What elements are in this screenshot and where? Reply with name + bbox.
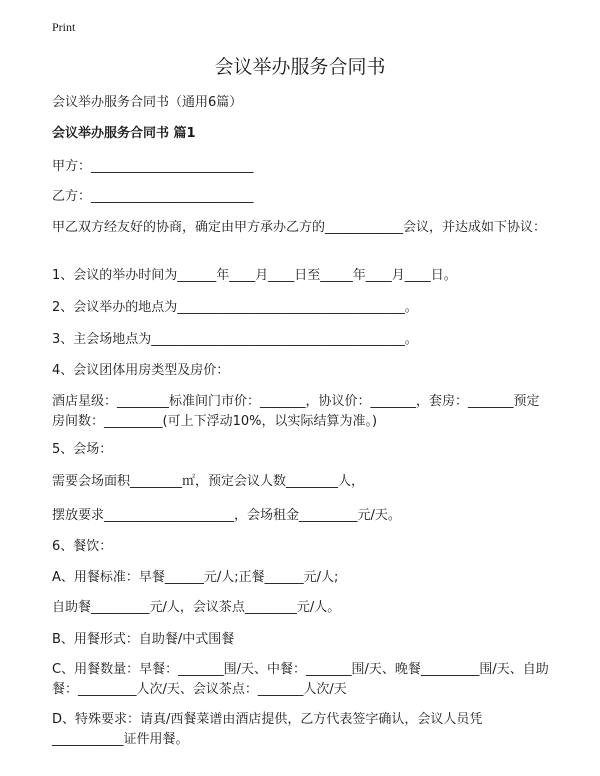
party-a-line: 甲方：_________________________ [52,159,254,174]
hotel-details: 酒店星级：________标准间门市价：_______，协议价：_______，套房：_______预定房间数：_________(可上下浮动10%，以实际结算为准。) [52,394,540,429]
document-subtitle: 会议举办服务合同书（通用6篇） [52,95,243,110]
clause-5: 5、会场： [52,442,113,457]
section-heading: 会议举办服务合同书 篇1 [52,126,196,141]
clause-3: 3、主会场地点为_______________________________________。 [52,332,418,347]
print-link[interactable]: Print [52,20,76,34]
venue-area-line: 需要会场面积________㎡，预定会议人数________人， [52,474,365,489]
buffet-line: 自助餐_________元/人，会议茶点________元/人。 [52,600,341,615]
meal-count-paragraph: C、用餐数量：早餐：_______围/天、中餐：_______围/天、晚餐_________围/天、自助餐：_________人次/天、会议茶点：_______人次/天 [52,662,549,697]
intro-paragraph: 甲乙双方经友好的协商，确定由甲方承办乙方的____________会议，并达成如下协议： [52,220,547,235]
clause-1: 1、会议的举办时间为______年____月____日至_____年____月____日。 [52,268,457,283]
clause-6: 6、餐饮： [52,539,113,554]
special-requirements-paragraph: D、特殊要求：请真/西餐菜谱由酒店提供，乙方代表签字确认，会议人员凭___________证件用餐。 [52,712,483,747]
meal-form-line: B、用餐形式：自助餐/中式围餐 [52,632,235,647]
meal-standard-line: A、用餐标准：早餐______元/人;正餐______元/人; [52,570,339,585]
clause-4: 4、会议团体用房类型及房价： [52,363,230,378]
venue-layout-line: 摆放要求____________________，会场租金_________元/天。 [52,508,401,523]
document-title: 会议举办服务合同书 [214,56,386,78]
clause-2: 2、会议举办的地点为___________________________________。 [52,300,418,315]
party-b-line: 乙方：_________________________ [52,189,254,204]
